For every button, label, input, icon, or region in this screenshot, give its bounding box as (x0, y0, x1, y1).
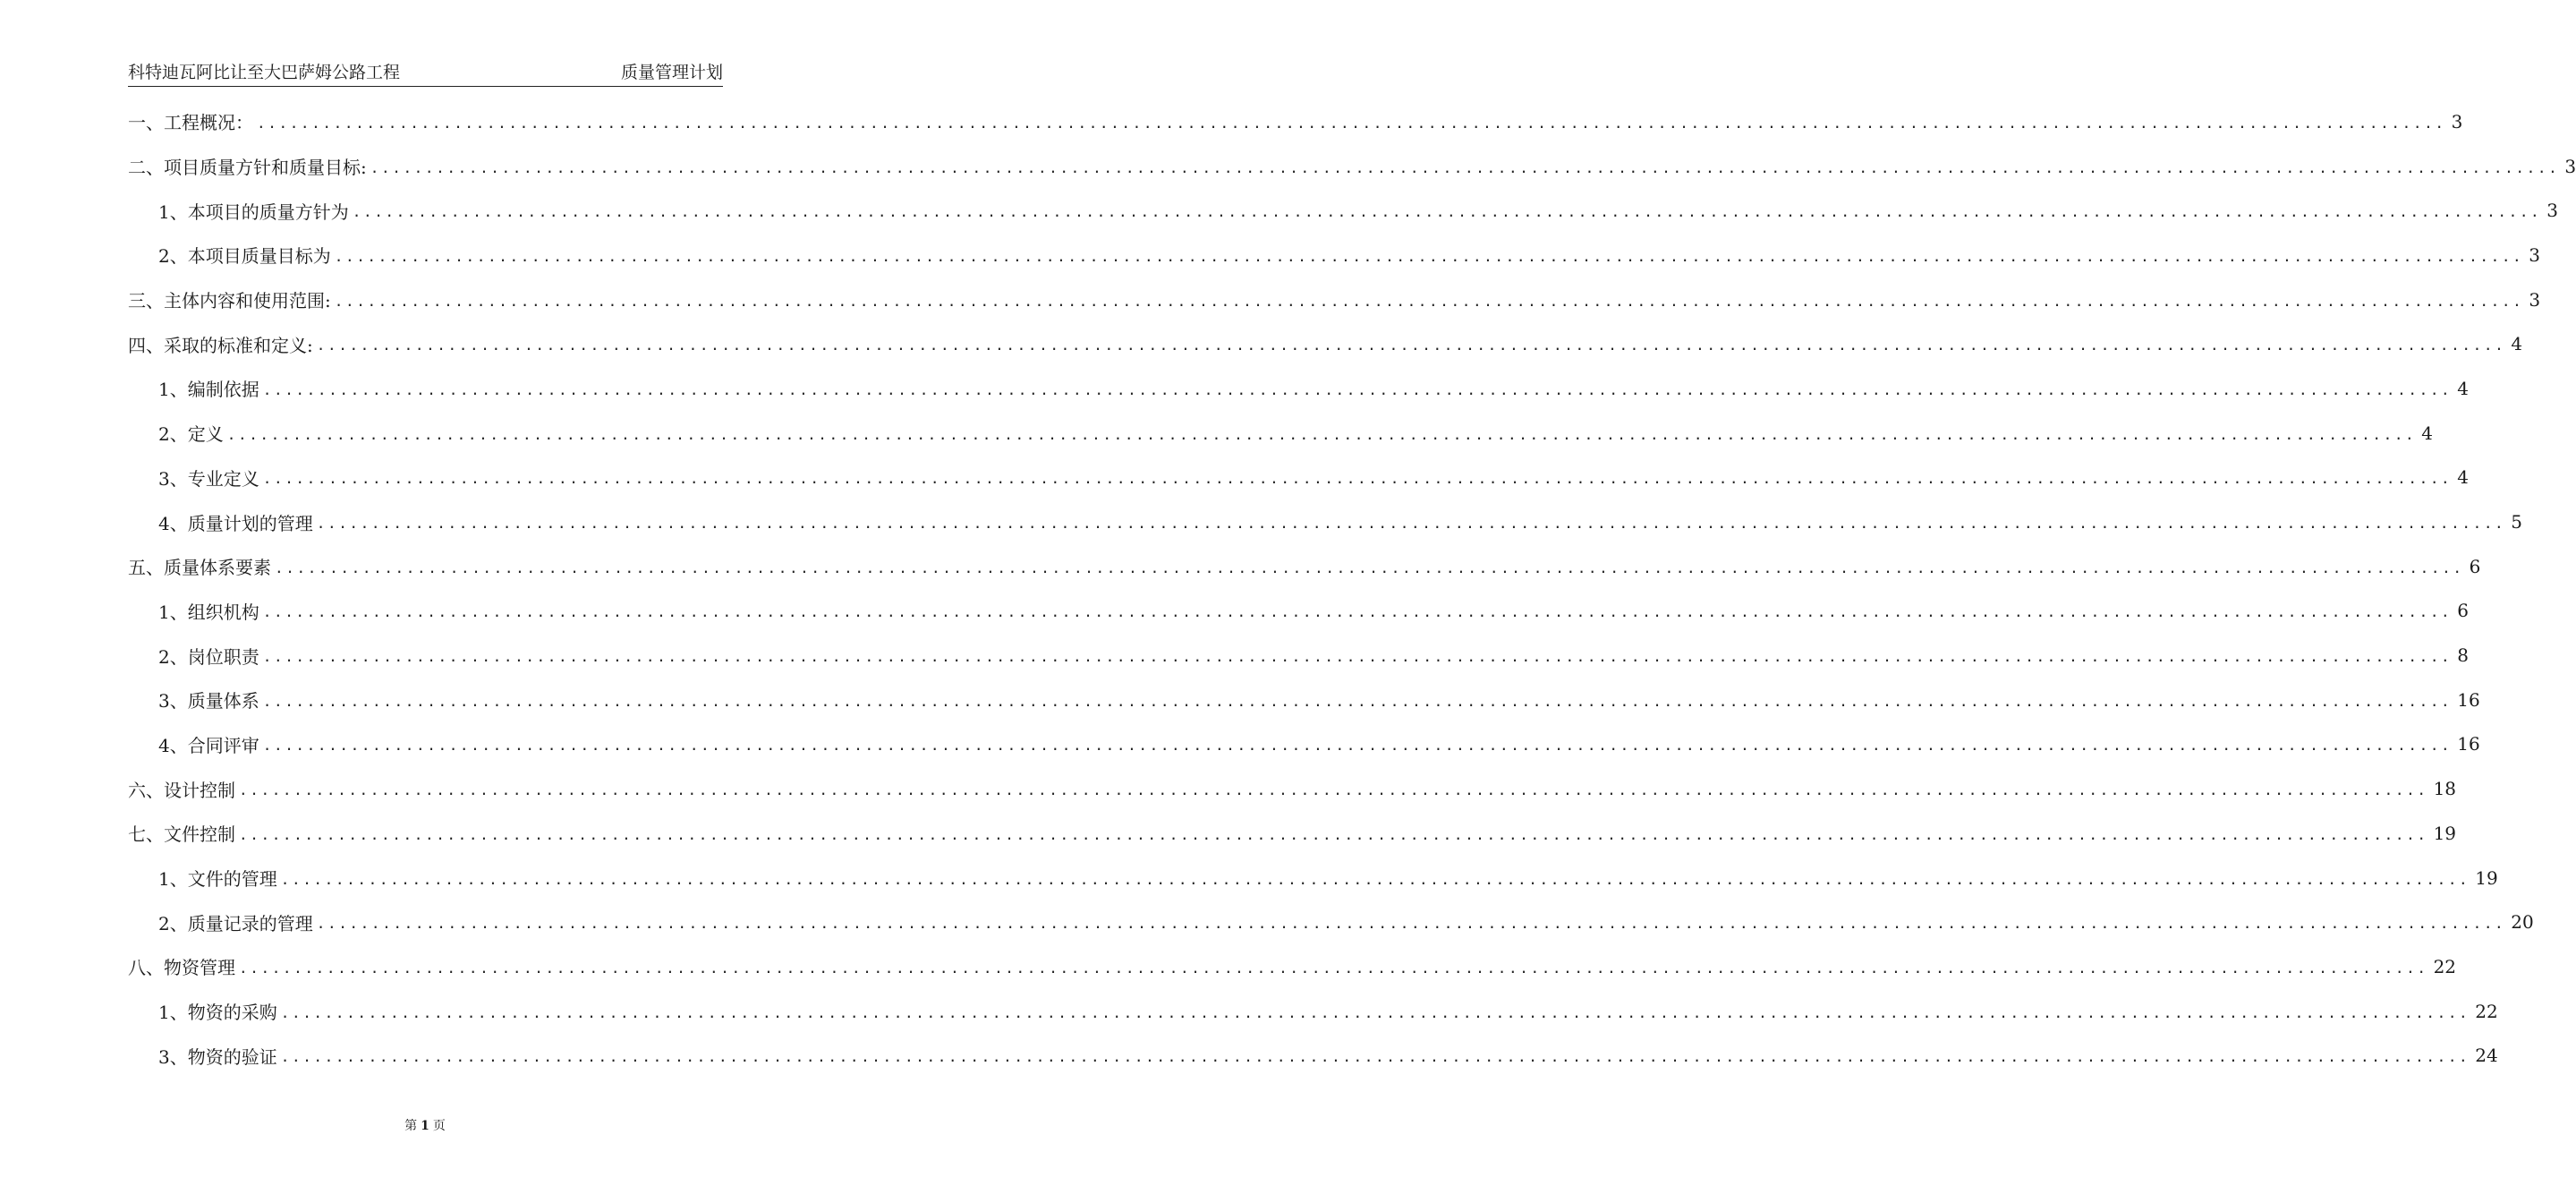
toc-entry[interactable] (128, 900, 2534, 944)
header-document-title: 质量管理计划 (620, 63, 723, 82)
toc-leader-dots: ........................................................................................................................................................................................................ (334, 292, 2524, 310)
toc-entry-page: 24 (2475, 1045, 2498, 1067)
toc-leader-dots: ........................................................................................................................................................................................................ (257, 114, 2446, 132)
toc-entry[interactable] (128, 722, 2480, 767)
toc-entry-page: 3 (2529, 243, 2541, 266)
toc-entry-title: 1、文件的管理 (158, 868, 277, 891)
toc-leader-dots: ........................................................................................................................................................................................................ (334, 247, 2524, 265)
toc-entry-title: 1、物资的采购 (158, 1002, 277, 1024)
toc-entry-title: 1、组织机构 (158, 601, 259, 623)
toc-leader-dots: ........................................................................................................................................................................................................ (316, 337, 2506, 354)
toc-entry-title: 2、定义 (158, 423, 224, 446)
toc-entry-title: 八、物资管理 (128, 957, 235, 979)
page-footer (0, 1117, 850, 1135)
toc-entry-page: 3 (2451, 110, 2463, 132)
toc-entry-page: 22 (2475, 1000, 2498, 1022)
toc-entry[interactable] (128, 544, 2481, 589)
toc-entry[interactable] (128, 366, 2470, 411)
toc-entry-title: 一、工程概况： (128, 112, 253, 134)
toc-leader-dots: ........................................................................................................................................................................................................ (262, 737, 2453, 755)
toc-leader-dots: ........................................................................................................................................................................................................ (262, 470, 2453, 488)
toc-entry-title: 1、编制依据 (158, 379, 259, 401)
toc-leader-dots: ........................................................................................................................................................................................................ (316, 915, 2506, 933)
toc-entry-page: 3 (2546, 200, 2559, 222)
toc-leader-dots: ........................................................................................................................................................................................................ (262, 648, 2453, 666)
toc-entry-page: 4 (2457, 377, 2470, 399)
toc-entry[interactable] (128, 144, 2576, 189)
toc-entry[interactable] (128, 277, 2541, 322)
toc-leader-dots: ........................................................................................................................................................................................................ (239, 959, 2428, 977)
toc-entry[interactable] (128, 944, 2457, 989)
toc-entry-title: 4、合同评审 (158, 734, 259, 756)
toc-leader-dots: ........................................................................................................................................................................................................ (352, 203, 2542, 221)
toc-entry-title: 4、质量计划的管理 (158, 512, 313, 534)
toc-entry-title: 3、专业定义 (158, 467, 259, 490)
footer-suffix: 页 (432, 1119, 446, 1133)
toc-entry-page: 19 (2475, 866, 2498, 889)
toc-leader-dots: ........................................................................................................................................................................................................ (262, 603, 2453, 621)
footer-page-number: 1 (421, 1119, 429, 1133)
toc-entry-title: 二、项目质量方针和质量目标: (128, 157, 367, 179)
toc-entry-page: 4 (2457, 466, 2470, 489)
toc-leader-dots: ........................................................................................................................................................................................................ (280, 1048, 2470, 1066)
table-of-contents (128, 99, 2576, 1078)
toc-entry-page: 6 (2469, 555, 2481, 577)
toc-entry-page: 22 (2433, 955, 2457, 977)
toc-entry-title: 2、本项目质量目标为 (158, 245, 331, 268)
toc-entry-title: 四、采取的标准和定义: (128, 334, 313, 356)
page-header (128, 55, 723, 87)
toc-entry[interactable] (128, 99, 2463, 144)
header-project-title: 科特迪瓦阿比让至大巴萨姆公路工程 (128, 63, 401, 82)
toc-entry-page: 4 (2421, 422, 2434, 444)
toc-leader-dots: ........................................................................................................................................................................................................ (262, 692, 2453, 710)
toc-leader-dots: ........................................................................................................................................................................................................ (275, 559, 2464, 576)
toc-entry-page: 16 (2457, 733, 2480, 755)
toc-entry[interactable] (128, 589, 2470, 634)
toc-leader-dots: ........................................................................................................................................................................................................ (239, 781, 2428, 799)
toc-leader-dots: ........................................................................................................................................................................................................ (280, 1003, 2470, 1021)
toc-entry-page: 19 (2433, 822, 2457, 844)
toc-leader-dots: ........................................................................................................................................................................................................ (280, 870, 2470, 888)
toc-entry-page: 3 (2564, 155, 2576, 177)
toc-leader-dots: ........................................................................................................................................................................................................ (370, 158, 2560, 176)
toc-entry[interactable] (128, 678, 2480, 722)
toc-entry-page: 3 (2529, 288, 2541, 311)
toc-entry-title: 3、物资的验证 (158, 1045, 277, 1068)
toc-leader-dots: ........................................................................................................................................................................................................ (239, 825, 2428, 843)
toc-entry[interactable] (128, 766, 2457, 811)
toc-entry[interactable] (128, 989, 2498, 1034)
toc-entry-page: 18 (2433, 778, 2457, 800)
toc-entry-title: 六、设计控制 (128, 779, 235, 801)
toc-entry[interactable] (128, 456, 2470, 500)
toc-entry[interactable] (128, 499, 2523, 544)
toc-entry-title: 三、主体内容和使用范围: (128, 290, 331, 312)
toc-leader-dots: ........................................................................................................................................................................................................ (262, 380, 2453, 398)
toc-entry[interactable] (128, 811, 2457, 856)
toc-leader-dots: ........................................................................................................................................................................................................ (226, 425, 2417, 443)
toc-entry-page: 8 (2457, 644, 2470, 667)
toc-entry[interactable] (128, 188, 2559, 233)
toc-entry-page: 4 (2511, 333, 2523, 355)
toc-entry-title: 2、质量记录的管理 (158, 912, 313, 934)
toc-entry-title: 1、本项目的质量方针为 (158, 200, 349, 223)
toc-entry[interactable] (128, 633, 2470, 678)
toc-entry-page: 5 (2511, 511, 2523, 533)
toc-entry[interactable] (128, 321, 2523, 366)
toc-entry-title: 五、质量体系要素 (128, 557, 271, 579)
toc-entry-title: 七、文件控制 (128, 823, 235, 846)
toc-entry-page: 6 (2457, 600, 2470, 622)
toc-entry[interactable] (128, 411, 2434, 456)
footer-prefix: 第 (404, 1119, 418, 1133)
toc-entry-page: 20 (2511, 911, 2534, 934)
toc-entry-title: 2、岗位职责 (158, 645, 259, 668)
toc-entry[interactable] (128, 856, 2498, 900)
toc-entry-title: 3、质量体系 (158, 690, 259, 712)
toc-entry-page: 16 (2457, 688, 2480, 711)
toc-leader-dots: ........................................................................................................................................................................................................ (316, 515, 2506, 533)
toc-entry[interactable] (128, 1033, 2498, 1078)
toc-entry[interactable] (128, 233, 2541, 277)
